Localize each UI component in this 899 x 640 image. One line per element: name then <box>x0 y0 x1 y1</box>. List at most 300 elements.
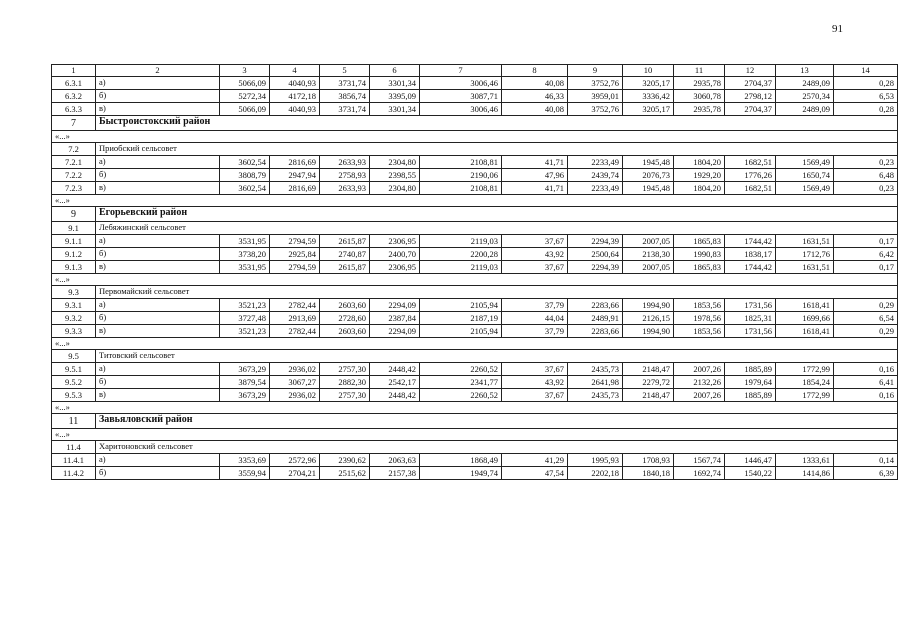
row-label: в) <box>96 389 220 402</box>
table-row <box>52 454 898 467</box>
value-cell: 1692,74 <box>674 467 725 480</box>
value-cell: 2794,59 <box>270 261 320 274</box>
value-cell: 2439,74 <box>568 169 623 182</box>
row-number: 9.1.2 <box>52 248 96 261</box>
row-number: 9.5.3 <box>52 389 96 402</box>
value-cell: 2572,96 <box>270 454 320 467</box>
council-row <box>52 143 898 156</box>
value-cell: 2132,26 <box>674 376 725 389</box>
value-cell: 2641,98 <box>568 376 623 389</box>
row-number: 7.2.2 <box>52 169 96 182</box>
value-cell: 2794,59 <box>270 235 320 248</box>
value-cell: 1990,83 <box>674 248 725 261</box>
value-cell: 43,92 <box>502 376 568 389</box>
value-cell: 2913,69 <box>270 312 320 325</box>
value-cell: 2007,05 <box>623 261 674 274</box>
value-cell: 2603,60 <box>320 325 370 338</box>
value-cell: 2633,93 <box>320 156 370 169</box>
omission-marker: «...» <box>52 429 898 441</box>
row-number: 6.3.3 <box>52 103 96 116</box>
value-cell: 3087,71 <box>420 90 502 103</box>
value-cell: 1650,74 <box>776 169 834 182</box>
row-number: 9.3.2 <box>52 312 96 325</box>
district-row <box>52 116 898 131</box>
value-cell: 1994,90 <box>623 325 674 338</box>
row-number: 9.5.1 <box>52 363 96 376</box>
value-cell: 2615,87 <box>320 235 370 248</box>
value-cell: 3336,42 <box>623 90 674 103</box>
value-cell: 3531,95 <box>220 261 270 274</box>
value-cell: 2157,38 <box>370 467 420 480</box>
value-cell: 1865,83 <box>674 261 725 274</box>
value-cell: 6,53 <box>834 90 898 103</box>
value-cell: 2936,02 <box>270 389 320 402</box>
value-cell: 3006,46 <box>420 77 502 90</box>
value-cell: 2306,95 <box>370 261 420 274</box>
value-cell: 2294,09 <box>370 325 420 338</box>
value-cell: 2816,69 <box>270 182 320 195</box>
value-cell: 2283,66 <box>568 325 623 338</box>
value-cell: 1838,17 <box>725 248 776 261</box>
council-row <box>52 441 898 454</box>
value-cell: 1744,42 <box>725 261 776 274</box>
value-cell: 4040,93 <box>270 103 320 116</box>
value-cell: 2882,30 <box>320 376 370 389</box>
value-cell: 2448,42 <box>370 389 420 402</box>
value-cell: 37,67 <box>502 389 568 402</box>
value-cell: 2935,78 <box>674 103 725 116</box>
council-name: Титовский сельсовет <box>96 350 898 363</box>
omission-marker: «...» <box>52 131 898 143</box>
tariff-table <box>51 64 898 480</box>
row-label: б) <box>96 376 220 389</box>
value-cell: 41,29 <box>502 454 568 467</box>
column-header: 1 <box>52 65 96 77</box>
value-cell: 1929,20 <box>674 169 725 182</box>
value-cell: 1776,26 <box>725 169 776 182</box>
column-header: 8 <box>502 65 568 77</box>
value-cell: 1979,64 <box>725 376 776 389</box>
value-cell: 3727,48 <box>220 312 270 325</box>
value-cell: 2704,21 <box>270 467 320 480</box>
value-cell: 0,29 <box>834 325 898 338</box>
value-cell: 2294,39 <box>568 235 623 248</box>
value-cell: 1731,56 <box>725 325 776 338</box>
value-cell: 2119,03 <box>420 235 502 248</box>
district-row <box>52 207 898 222</box>
row-label: б) <box>96 90 220 103</box>
value-cell: 1995,93 <box>568 454 623 467</box>
value-cell: 2279,72 <box>623 376 674 389</box>
value-cell: 1945,48 <box>623 182 674 195</box>
value-cell: 2105,94 <box>420 325 502 338</box>
value-cell: 3559,94 <box>220 467 270 480</box>
value-cell: 2341,77 <box>420 376 502 389</box>
row-label: в) <box>96 325 220 338</box>
value-cell: 1446,47 <box>725 454 776 467</box>
value-cell: 6,54 <box>834 312 898 325</box>
value-cell: 0,16 <box>834 363 898 376</box>
district-name: Быстроистокский район <box>96 116 898 131</box>
value-cell: 2148,47 <box>623 363 674 376</box>
row-label: б) <box>96 467 220 480</box>
table-row <box>52 325 898 338</box>
value-cell: 1772,99 <box>776 389 834 402</box>
value-cell: 2740,87 <box>320 248 370 261</box>
header-row <box>52 65 898 77</box>
value-cell: 2138,30 <box>623 248 674 261</box>
row-number: 6.3.2 <box>52 90 96 103</box>
value-cell: 41,71 <box>502 182 568 195</box>
value-cell: 2435,73 <box>568 363 623 376</box>
row-label: в) <box>96 261 220 274</box>
column-header: 5 <box>320 65 370 77</box>
value-cell: 2233,49 <box>568 156 623 169</box>
value-cell: 2304,80 <box>370 156 420 169</box>
value-cell: 40,08 <box>502 77 568 90</box>
row-label: б) <box>96 312 220 325</box>
value-cell: 2108,81 <box>420 156 502 169</box>
value-cell: 1540,22 <box>725 467 776 480</box>
value-cell: 1865,83 <box>674 235 725 248</box>
value-cell: 2816,69 <box>270 156 320 169</box>
omission-marker: «...» <box>52 274 898 286</box>
district-number: 7 <box>52 116 96 131</box>
value-cell: 2007,26 <box>674 389 725 402</box>
value-cell: 0,23 <box>834 182 898 195</box>
value-cell: 2515,62 <box>320 467 370 480</box>
value-cell: 3959,01 <box>568 90 623 103</box>
value-cell: 3808,79 <box>220 169 270 182</box>
value-cell: 3752,76 <box>568 77 623 90</box>
value-cell: 2294,09 <box>370 299 420 312</box>
value-cell: 2233,49 <box>568 182 623 195</box>
omission-row <box>52 195 898 207</box>
value-cell: 3067,27 <box>270 376 320 389</box>
value-cell: 2063,63 <box>370 454 420 467</box>
council-name: Харитоновский сельсовет <box>96 441 898 454</box>
value-cell: 2798,12 <box>725 90 776 103</box>
table-row <box>52 389 898 402</box>
value-cell: 2435,73 <box>568 389 623 402</box>
row-label: а) <box>96 299 220 312</box>
value-cell: 2126,15 <box>623 312 674 325</box>
value-cell: 2306,95 <box>370 235 420 248</box>
district-name: Егорьевский район <box>96 207 898 222</box>
value-cell: 3060,78 <box>674 90 725 103</box>
value-cell: 41,71 <box>502 156 568 169</box>
value-cell: 2500,64 <box>568 248 623 261</box>
omission-marker: «...» <box>52 195 898 207</box>
column-header: 14 <box>834 65 898 77</box>
value-cell: 4040,93 <box>270 77 320 90</box>
value-cell: 5066,09 <box>220 103 270 116</box>
value-cell: 47,96 <box>502 169 568 182</box>
omission-row <box>52 131 898 143</box>
value-cell: 40,08 <box>502 103 568 116</box>
value-cell: 1885,89 <box>725 389 776 402</box>
value-cell: 3006,46 <box>420 103 502 116</box>
value-cell: 1567,74 <box>674 454 725 467</box>
council-row <box>52 286 898 299</box>
value-cell: 3531,95 <box>220 235 270 248</box>
value-cell: 2489,91 <box>568 312 623 325</box>
omission-row <box>52 338 898 350</box>
row-number: 7.2.3 <box>52 182 96 195</box>
table-row <box>52 261 898 274</box>
value-cell: 3301,34 <box>370 103 420 116</box>
table-row <box>52 248 898 261</box>
value-cell: 1712,76 <box>776 248 834 261</box>
value-cell: 0,28 <box>834 103 898 116</box>
value-cell: 1772,99 <box>776 363 834 376</box>
value-cell: 1804,20 <box>674 182 725 195</box>
omission-row <box>52 274 898 286</box>
value-cell: 1569,49 <box>776 156 834 169</box>
value-cell: 3731,74 <box>320 77 370 90</box>
value-cell: 3738,20 <box>220 248 270 261</box>
column-header: 13 <box>776 65 834 77</box>
omission-row <box>52 402 898 414</box>
column-header: 3 <box>220 65 270 77</box>
value-cell: 1682,51 <box>725 182 776 195</box>
value-cell: 0,17 <box>834 261 898 274</box>
value-cell: 2757,30 <box>320 389 370 402</box>
council-name: Приобский сельсовет <box>96 143 898 156</box>
value-cell: 3301,34 <box>370 77 420 90</box>
value-cell: 37,67 <box>502 363 568 376</box>
row-label: в) <box>96 103 220 116</box>
value-cell: 2728,60 <box>320 312 370 325</box>
value-cell: 5272,34 <box>220 90 270 103</box>
value-cell: 1868,49 <box>420 454 502 467</box>
value-cell: 3731,74 <box>320 103 370 116</box>
value-cell: 2119,03 <box>420 261 502 274</box>
value-cell: 1853,56 <box>674 299 725 312</box>
value-cell: 43,92 <box>502 248 568 261</box>
value-cell: 2105,94 <box>420 299 502 312</box>
value-cell: 0,16 <box>834 389 898 402</box>
value-cell: 2758,93 <box>320 169 370 182</box>
table-row <box>52 103 898 116</box>
value-cell: 37,79 <box>502 325 568 338</box>
value-cell: 1854,24 <box>776 376 834 389</box>
row-label: а) <box>96 235 220 248</box>
value-cell: 2704,37 <box>725 103 776 116</box>
row-label: а) <box>96 363 220 376</box>
value-cell: 44,04 <box>502 312 568 325</box>
value-cell: 2603,60 <box>320 299 370 312</box>
value-cell: 3879,54 <box>220 376 270 389</box>
value-cell: 1994,90 <box>623 299 674 312</box>
value-cell: 2782,44 <box>270 325 320 338</box>
value-cell: 2283,66 <box>568 299 623 312</box>
table-body <box>52 65 898 480</box>
value-cell: 2633,93 <box>320 182 370 195</box>
value-cell: 2294,39 <box>568 261 623 274</box>
value-cell: 2935,78 <box>674 77 725 90</box>
value-cell: 2387,84 <box>370 312 420 325</box>
value-cell: 0,23 <box>834 156 898 169</box>
table-row <box>52 376 898 389</box>
value-cell: 3602,54 <box>220 156 270 169</box>
value-cell: 47,54 <box>502 467 568 480</box>
value-cell: 2007,26 <box>674 363 725 376</box>
value-cell: 37,67 <box>502 261 568 274</box>
column-header: 6 <box>370 65 420 77</box>
value-cell: 1840,18 <box>623 467 674 480</box>
value-cell: 2542,17 <box>370 376 420 389</box>
value-cell: 1333,61 <box>776 454 834 467</box>
table-row <box>52 312 898 325</box>
column-header: 10 <box>623 65 674 77</box>
council-row <box>52 350 898 363</box>
district-name: Завьяловский район <box>96 414 898 429</box>
value-cell: 3395,09 <box>370 90 420 103</box>
table-row <box>52 156 898 169</box>
value-cell: 3602,54 <box>220 182 270 195</box>
table-row <box>52 363 898 376</box>
value-cell: 1825,31 <box>725 312 776 325</box>
value-cell: 6,42 <box>834 248 898 261</box>
value-cell: 0,14 <box>834 454 898 467</box>
table-row <box>52 182 898 195</box>
value-cell: 4172,18 <box>270 90 320 103</box>
column-header: 9 <box>568 65 623 77</box>
value-cell: 2489,09 <box>776 103 834 116</box>
council-number: 9.3 <box>52 286 96 299</box>
table-row <box>52 299 898 312</box>
value-cell: 37,67 <box>502 235 568 248</box>
value-cell: 1978,56 <box>674 312 725 325</box>
value-cell: 1414,86 <box>776 467 834 480</box>
value-cell: 2936,02 <box>270 363 320 376</box>
value-cell: 1631,51 <box>776 261 834 274</box>
value-cell: 1744,42 <box>725 235 776 248</box>
column-header: 2 <box>96 65 220 77</box>
value-cell: 1853,56 <box>674 325 725 338</box>
row-number: 6.3.1 <box>52 77 96 90</box>
value-cell: 2187,19 <box>420 312 502 325</box>
council-number: 7.2 <box>52 143 96 156</box>
row-label: б) <box>96 248 220 261</box>
district-row <box>52 414 898 429</box>
value-cell: 5066,09 <box>220 77 270 90</box>
page-number: 91 <box>832 23 843 35</box>
value-cell: 3673,29 <box>220 363 270 376</box>
value-cell: 2108,81 <box>420 182 502 195</box>
value-cell: 3856,74 <box>320 90 370 103</box>
value-cell: 2260,52 <box>420 389 502 402</box>
value-cell: 2615,87 <box>320 261 370 274</box>
table-row <box>52 235 898 248</box>
row-number: 11.4.2 <box>52 467 96 480</box>
council-number: 9.5 <box>52 350 96 363</box>
value-cell: 46,33 <box>502 90 568 103</box>
value-cell: 0,28 <box>834 77 898 90</box>
value-cell: 1885,89 <box>725 363 776 376</box>
council-name: Лебяжинский сельсовет <box>96 222 898 235</box>
value-cell: 2782,44 <box>270 299 320 312</box>
value-cell: 2200,28 <box>420 248 502 261</box>
value-cell: 1945,48 <box>623 156 674 169</box>
value-cell: 3353,69 <box>220 454 270 467</box>
value-cell: 3752,76 <box>568 103 623 116</box>
council-number: 9.1 <box>52 222 96 235</box>
value-cell: 0,29 <box>834 299 898 312</box>
value-cell: 2925,84 <box>270 248 320 261</box>
value-cell: 2570,34 <box>776 90 834 103</box>
value-cell: 3673,29 <box>220 389 270 402</box>
column-header: 4 <box>270 65 320 77</box>
column-header: 11 <box>674 65 725 77</box>
omission-marker: «...» <box>52 402 898 414</box>
value-cell: 1949,74 <box>420 467 502 480</box>
row-number: 11.4.1 <box>52 454 96 467</box>
value-cell: 2076,73 <box>623 169 674 182</box>
row-number: 7.2.1 <box>52 156 96 169</box>
value-cell: 2190,06 <box>420 169 502 182</box>
row-number: 9.1.1 <box>52 235 96 248</box>
omission-marker: «...» <box>52 338 898 350</box>
value-cell: 0,17 <box>834 235 898 248</box>
value-cell: 2947,94 <box>270 169 320 182</box>
value-cell: 3205,17 <box>623 103 674 116</box>
row-number: 9.1.3 <box>52 261 96 274</box>
value-cell: 1618,41 <box>776 325 834 338</box>
value-cell: 2202,18 <box>568 467 623 480</box>
value-cell: 2489,09 <box>776 77 834 90</box>
value-cell: 6,39 <box>834 467 898 480</box>
value-cell: 1699,66 <box>776 312 834 325</box>
row-label: в) <box>96 182 220 195</box>
table-row <box>52 169 898 182</box>
value-cell: 1708,93 <box>623 454 674 467</box>
value-cell: 1731,56 <box>725 299 776 312</box>
value-cell: 3521,23 <box>220 299 270 312</box>
value-cell: 2260,52 <box>420 363 502 376</box>
column-header: 12 <box>725 65 776 77</box>
value-cell: 6,41 <box>834 376 898 389</box>
row-number: 9.3.1 <box>52 299 96 312</box>
value-cell: 1618,41 <box>776 299 834 312</box>
value-cell: 1804,20 <box>674 156 725 169</box>
value-cell: 2007,05 <box>623 235 674 248</box>
district-number: 11 <box>52 414 96 429</box>
column-header: 7 <box>420 65 502 77</box>
value-cell: 6,48 <box>834 169 898 182</box>
value-cell: 2148,47 <box>623 389 674 402</box>
value-cell: 2757,30 <box>320 363 370 376</box>
value-cell: 2390,62 <box>320 454 370 467</box>
council-row <box>52 222 898 235</box>
row-label: а) <box>96 77 220 90</box>
value-cell: 3521,23 <box>220 325 270 338</box>
value-cell: 2704,37 <box>725 77 776 90</box>
row-number: 9.3.3 <box>52 325 96 338</box>
value-cell: 1631,51 <box>776 235 834 248</box>
value-cell: 3205,17 <box>623 77 674 90</box>
value-cell: 37,79 <box>502 299 568 312</box>
value-cell: 2448,42 <box>370 363 420 376</box>
value-cell: 1569,49 <box>776 182 834 195</box>
table-row <box>52 77 898 90</box>
value-cell: 2398,55 <box>370 169 420 182</box>
table-row <box>52 90 898 103</box>
table-row <box>52 467 898 480</box>
row-label: а) <box>96 156 220 169</box>
value-cell: 2400,70 <box>370 248 420 261</box>
